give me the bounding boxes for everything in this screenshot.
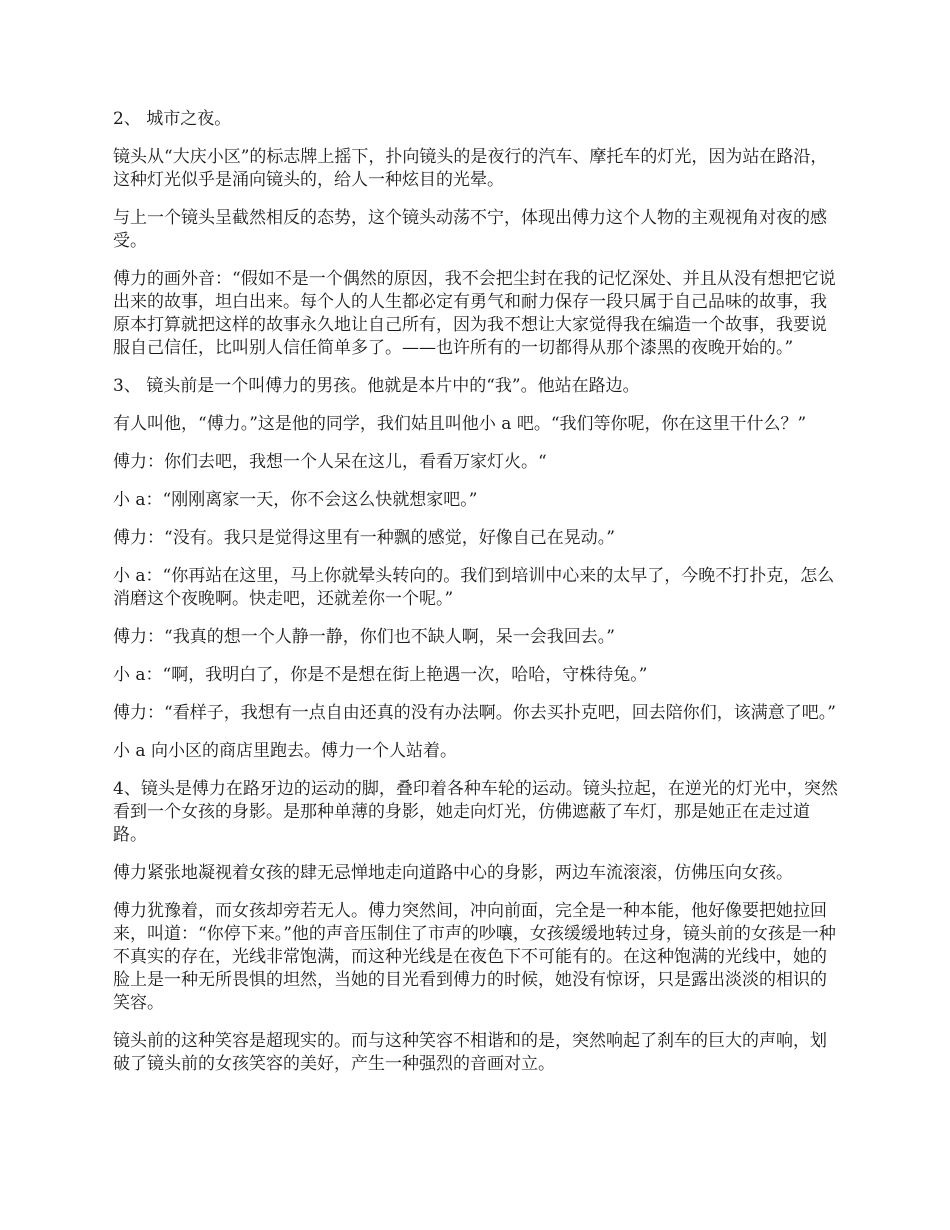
dialogue-line: 傅力：“我真的想一个人静一静，你们也不缺人啊，呆一会我回去。” <box>113 627 615 647</box>
paragraph: 傅力犹豫着，而女孩却旁若无人。傅力突然间，冲向前面，完全是一种本能，他好像要把她拉回来，叫道：“你停下来。”他的声音压制住了市声的吵嚷，女孩缓缓地转过身，镜头前的女孩是一种不真实的存在，光线非常饱满，而这种光线是在夜色下不可能有的。在这种饱满的光线中，她的脸上是一种无所畏惧的坦然，当她的目光看到傅力的时候，她没有惊讶，只是露出淡淡的相识的笑容。 <box>113 901 836 1013</box>
document-page <box>113 108 840 1091</box>
dialogue-line: 小 a：“刚刚离家一天，你不会这么快就想家吧。” <box>113 490 478 510</box>
dialogue-line: 傅力：“没有。我只是觉得这里有一种飘的感觉，好像自己在晃动。” <box>113 528 615 548</box>
section-heading-3: 3、 镜头前是一个叫傅力的男孩。他就是本片中的“我”。他站在路边。 <box>113 376 640 396</box>
paragraph: 小 a 向小区的商店里跑去。傅力一个人站着。 <box>113 741 457 761</box>
paragraph: 镜头从“大庆小区”的标志牌上摇下，扑向镜头的是夜行的汽车、摩托车的灯光，因为站在路沿，这种灯光似乎是涌向镜头的，给人一种炫目的光晕。 <box>113 147 828 190</box>
dialogue-line: 小 a：“你再站在这里，马上你就晕头转向的。我们到培训中心来的太早了，今晚不打扑克，怎么消磨这个夜晚啊。快走吧，还就差你一个呢。” <box>113 566 835 609</box>
dialogue-line: 傅力：你们去吧，我想一个人呆在这儿，看看万家灯火。“ <box>113 452 547 472</box>
paragraph: 与上一个镜头呈截然相反的态势，这个镜头动荡不宁，体现出傅力这个人物的主观视角对夜的感受。 <box>113 208 827 251</box>
section-heading-4: 4、镜头是傅力在路牙边的运动的脚，叠印着各种车轮的运动。镜头拉起，在逆光的灯光中，突然看到一个女孩的身影。是那种单薄的身影，她走向灯光，仿佛遮蔽了车灯，那是她正在走过道路。 <box>113 779 838 845</box>
paragraph: 傅力紧张地凝视着女孩的肆无忌惮地走向道路中心的身影，两边车流滚滚，仿佛压向女孩。 <box>113 863 793 883</box>
section-heading-2: 2、 城市之夜。 <box>113 109 232 129</box>
dialogue-line: 小 a：“啊，我明白了，你是不是想在街上艳遇一次，哈哈，守株待兔。” <box>113 665 648 685</box>
paragraph: 傅力的画外音：“假如不是一个偶然的原因，我不会把尘封在我的记忆深处、并且从没有想把它说出来的故事，坦白出来。每个人的人生都必定有勇气和耐力保存一段只属于自己品味的故事，我原本打算就把这样的故事永久地让自己所有，因为我不想让大家觉得我在编造一个故事，我要说服自己信任，比叫别人信任简单多了。——也许所有的一切都得从那个漆黑的夜晚开始的。” <box>113 269 836 358</box>
paragraph: 有人叫他，“傅力。”这是他的同学，我们姑且叫他小 a 吧。“我们等你呢，你在这里干什么？” <box>113 414 807 434</box>
paragraph: 镜头前的这种笑容是超现实的。而与这种笑容不相谐和的是，突然响起了刹车的巨大的声响，划破了镜头前的女孩笑容的美好，产生一种强烈的音画对立。 <box>113 1031 827 1074</box>
dialogue-line: 傅力：“看样子，我想有一点自由还真的没有办法啊。你去买扑克吧，回去陪你们，该满意了吧。” <box>113 703 836 723</box>
